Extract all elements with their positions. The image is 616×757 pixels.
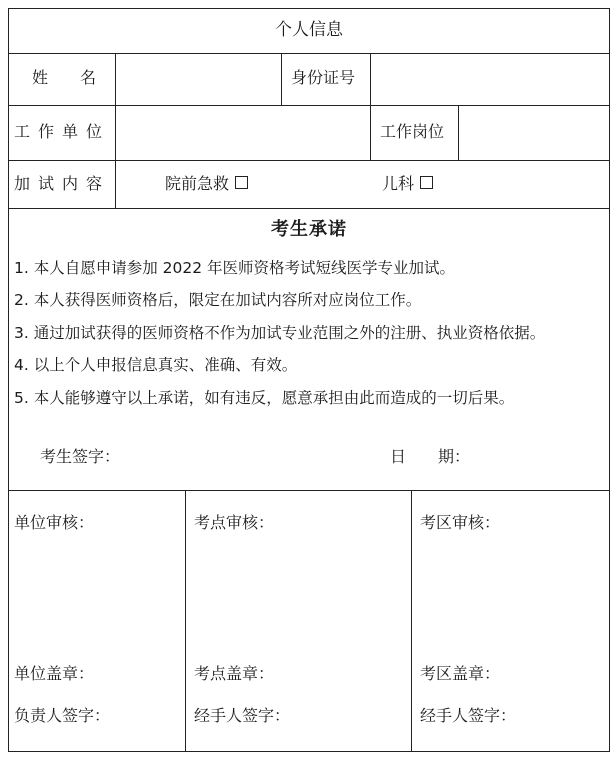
checkbox-pediatrics[interactable]	[420, 176, 433, 189]
rule-unit-post	[370, 105, 371, 160]
work-unit-field[interactable]	[116, 106, 370, 160]
border-left	[8, 8, 9, 752]
checkbox-prehospital[interactable]	[235, 176, 248, 189]
pledge-item: 5. 本人能够遵守以上承诺，如有违反，愿意承担由此而造成的一切后果。	[14, 389, 515, 407]
rule-review-1	[185, 490, 186, 752]
handler-signature-label-2: 经手人签字：	[420, 706, 517, 725]
option-pediatrics[interactable]	[382, 174, 433, 194]
border-bottom	[8, 751, 610, 752]
date-label: 日 期：	[390, 447, 471, 466]
district-review-label: 考区审核：	[420, 513, 501, 532]
rule-review-2	[411, 490, 412, 752]
pledge-item: 3. 通过加试获得的医师资格不作为加试专业范围之外的注册、执业资格依据。	[14, 324, 546, 342]
rule-after-pledge	[8, 490, 610, 491]
exam-content-label: 加试内容	[14, 174, 111, 193]
work-unit-label: 工作单位	[14, 122, 111, 141]
name-label: 姓 名	[32, 68, 97, 87]
rule-after-exam-row	[8, 208, 610, 209]
option-pediatrics-label: 儿科	[382, 174, 415, 193]
rule-after-unit-row	[8, 160, 610, 161]
responsible-signature-label: 负责人签字：	[14, 706, 111, 725]
unit-seal-label: 单位盖章：	[14, 664, 95, 683]
candidate-signature-label: 考生签字：	[40, 447, 121, 466]
pledge-item: 4. 以上个人申报信息真实、准确、有效。	[14, 356, 298, 374]
id-number-label: 身份证号	[291, 68, 356, 87]
border-right	[609, 8, 610, 752]
border-top	[8, 8, 610, 9]
handler-signature-label: 经手人签字：	[194, 706, 291, 725]
registration-form	[8, 8, 610, 752]
pledge-item: 1. 本人自愿申请参加 2022 年医师资格考试短线医学专业加试。	[14, 259, 456, 277]
unit-review-label: 单位审核：	[14, 513, 95, 532]
rule-name-id	[281, 53, 282, 105]
id-number-field[interactable]	[371, 54, 609, 105]
site-review-label: 考点审核：	[194, 513, 275, 532]
section-title: 个人信息	[275, 20, 343, 40]
name-field[interactable]	[116, 54, 281, 105]
pledge-title: 考生承诺	[271, 219, 347, 240]
option-prehospital[interactable]	[165, 174, 248, 194]
option-prehospital-label: 院前急救	[165, 174, 230, 193]
district-seal-label: 考区盖章：	[420, 664, 501, 683]
work-post-label: 工作岗位	[380, 122, 445, 141]
work-post-field[interactable]	[459, 106, 609, 160]
site-seal-label: 考点盖章：	[194, 664, 275, 683]
pledge-item: 2. 本人获得医师资格后，限定在加试内容所对应岗位工作。	[14, 291, 422, 309]
